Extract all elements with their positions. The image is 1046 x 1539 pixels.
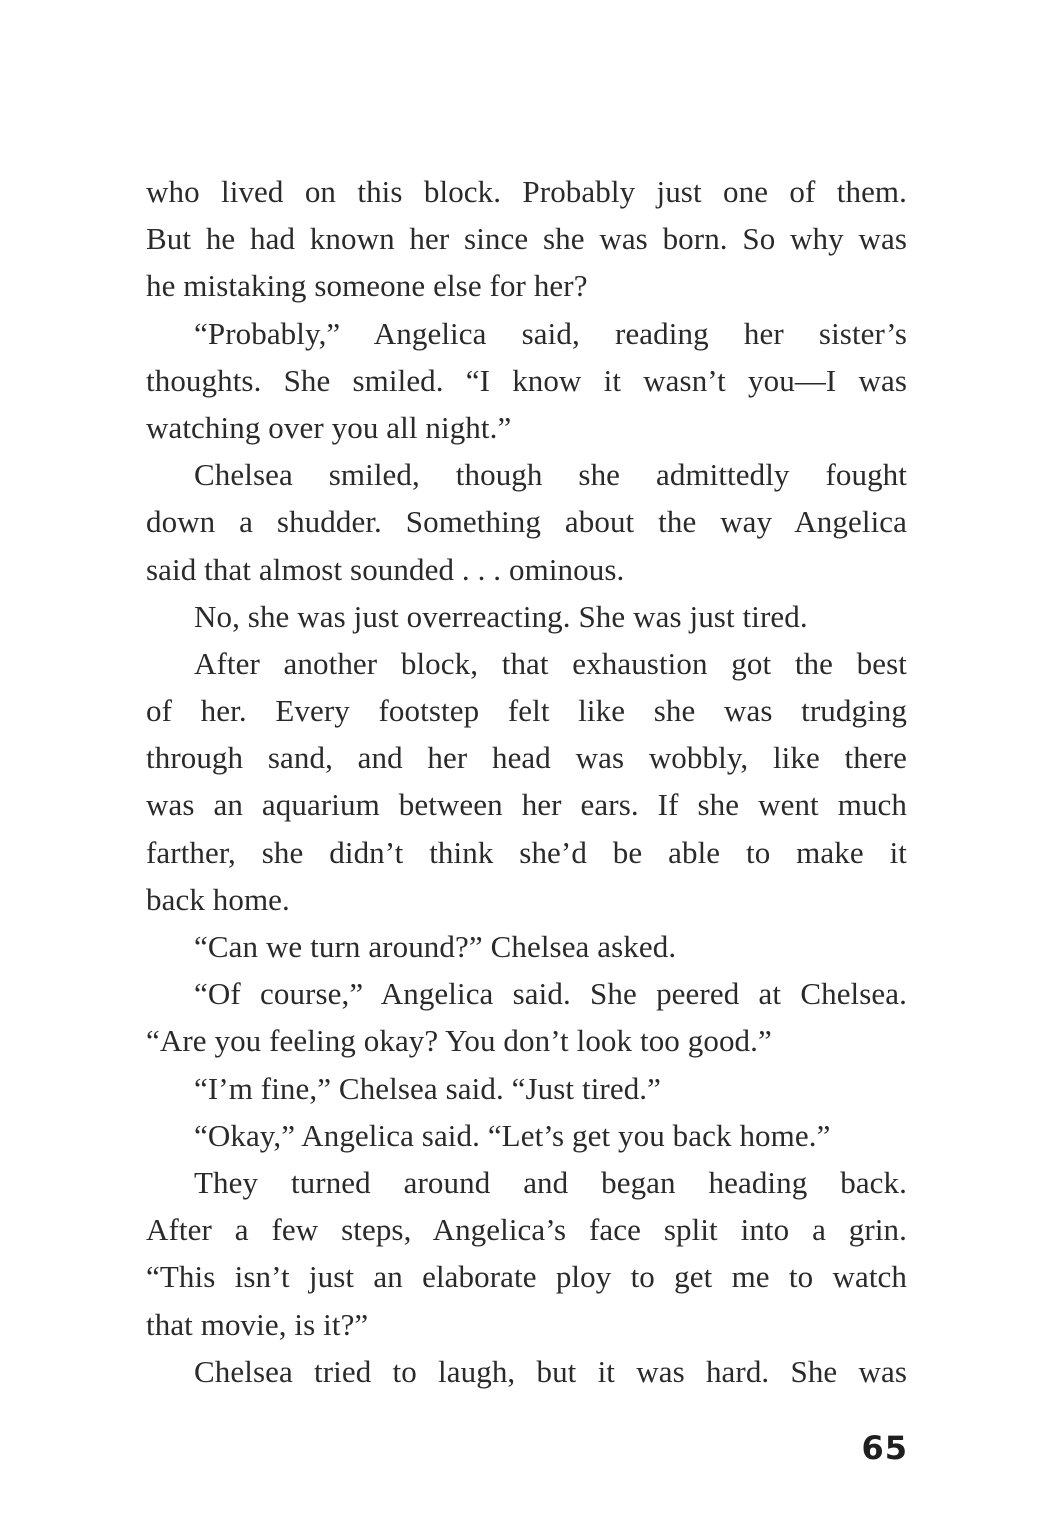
text-line: After another block, that exhaustion got the best [194, 645, 907, 681]
text-line: Chelsea smiled, though she admittedly fought [194, 457, 907, 493]
text-line: farther, she didn’t think she’d be able to make it [146, 834, 907, 870]
text-line: watching over you all night.” [146, 409, 512, 445]
text-line: But he had known her since she was born. So why was [146, 221, 907, 257]
text-line: “Can we turn around?” Chelsea asked. [194, 929, 677, 964]
text-line: was an aquarium between her ears. If she went much [146, 787, 907, 823]
text-line: They turned around and began heading back. [194, 1164, 907, 1200]
text-line: thoughts. She smiled. “I know it wasn’t you—I was [146, 362, 907, 398]
text-line: through sand, and her head was wobbly, like there [146, 740, 907, 776]
text-line: “Of course,” Angelica said. She peered at Chelsea. [194, 976, 907, 1012]
page-number: 65 [861, 1429, 908, 1467]
text-line: of her. Every footstep felt like she was trudging [146, 693, 907, 729]
text-line: After a few steps, Angelica’s face split into a grin. [146, 1212, 907, 1248]
text-line: No, she was just overreacting. She was just tired. [194, 598, 808, 634]
text-line: back home. [146, 881, 290, 917]
text-line: down a shudder. Something about the way Angelica [146, 504, 907, 540]
text-line: that movie, is it?” [146, 1306, 369, 1342]
text-line: said that almost sounded . . . ominous. [146, 551, 625, 587]
text-line: “Are you feeling okay? You don’t look too good.” [146, 1023, 772, 1059]
text-line: “Probably,” Angelica said, reading her sister’s [194, 315, 907, 351]
text-line: “I’m fine,” Chelsea said. “Just tired.” [194, 1070, 662, 1106]
body-text [146, 168, 907, 1395]
text-line: Chelsea tried to laugh, but it was hard. She was [194, 1353, 907, 1389]
text-line: “This isn’t just an elaborate ploy to get me to watch [146, 1259, 907, 1295]
text-line: “Okay,” Angelica said. “Let’s get you back home.” [194, 1117, 831, 1153]
text-line: who lived on this block. Probably just one of them. [146, 174, 907, 209]
text-line: he mistaking someone else for her? [146, 268, 588, 304]
